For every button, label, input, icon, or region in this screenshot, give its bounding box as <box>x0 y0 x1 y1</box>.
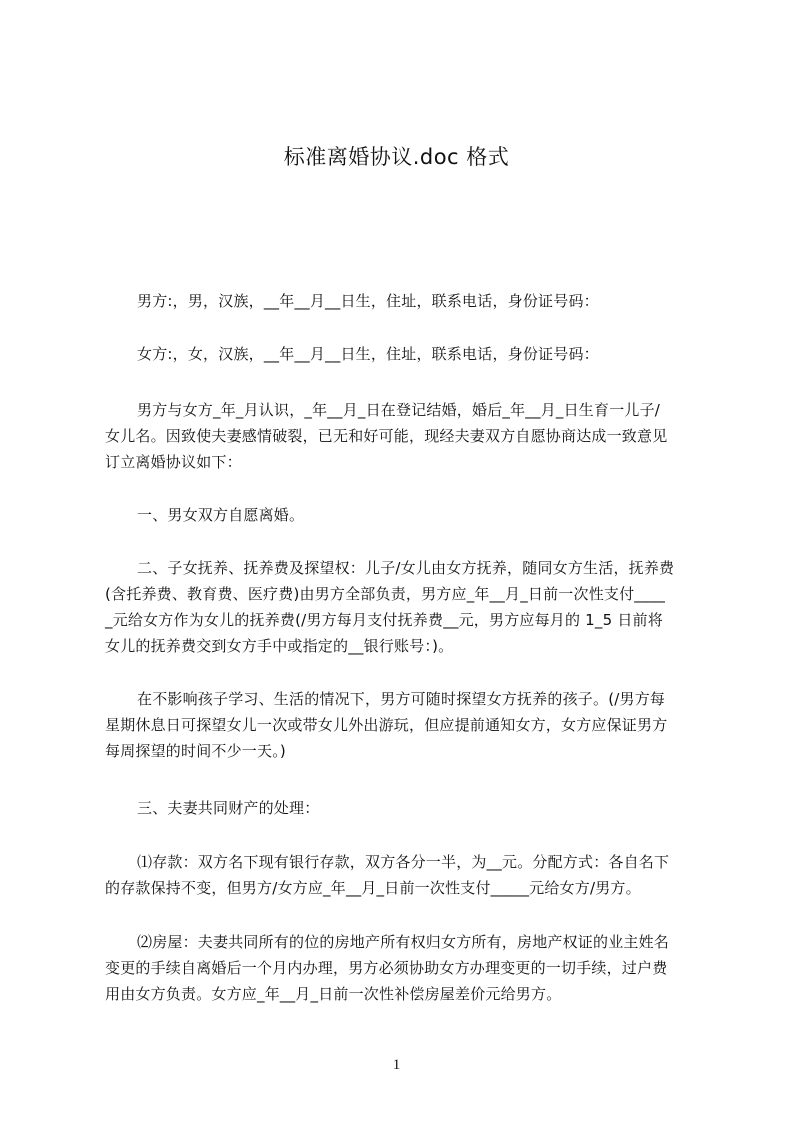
paragraph-line: 的存款保持不变，但男方/女方应_年__月_日前一次性支付_____元给女方/男方。 <box>105 879 641 897</box>
paragraph-male-party <box>105 288 705 314</box>
paragraph-visitation <box>105 686 705 764</box>
paragraph-line: ⑵房屋：夫妻共同所有的位的房地产所有权归女方所有，房地产权证的业主姓名 <box>137 933 670 951</box>
paragraph-line: (含托养费、教育费、医疗费)由男方全部负责，男方应_年__月_日前一次性支付____ <box>105 585 666 603</box>
clause-2-child-custody <box>105 555 705 659</box>
clause-1-voluntary-divorce <box>105 502 705 528</box>
paragraph-line: ⑴存款：双方名下现有银行存款，双方各分一半，为__元。分配方式：各自名下 <box>137 853 670 871</box>
paragraph-female-party <box>105 341 705 367</box>
paragraph-line: 女儿的抚养费交到女方手中或指定的__银行账号：)。 <box>105 637 454 655</box>
paragraph-line: _元给女方作为女儿的抚养费(/男方每月支付抚养费__元，男方应每月的 1_5 日前将 <box>105 611 663 629</box>
clause-3-joint-property <box>105 795 705 821</box>
paragraph-line: 订立离婚协议如下： <box>105 453 242 471</box>
paragraph-line: 二、子女抚养、抚养费及探望权：儿子/女儿由女方抚养，随同女方生活，抚养费 <box>137 559 675 577</box>
paragraph-line: 男方与女方_年_月认识，_年__月_日在登记结婚，婚后_年__月_日生育一儿子/ <box>137 401 661 419</box>
paragraph-line: 在不影响孩子学习、生活的情况下，男方可随时探望女方抚养的孩子。(/男方每 <box>137 690 666 708</box>
paragraph-line: 女儿名。因致使夫妻感情破裂，已无和好可能，现经夫妻双方自愿协商达成一致意见 <box>105 427 668 445</box>
paragraph-house <box>105 929 705 1007</box>
page-number: 1 <box>392 1057 401 1073</box>
paragraph-line: 女方:，女，汉族，__年__月__日生，住址，联系电话，身份证号码： <box>137 345 599 363</box>
paragraph-line: 星期休息日可探望女儿一次或带女儿外出游玩，但应提前通知女方，女方应保证男方 <box>105 716 668 734</box>
paragraph-line: 男方:，男，汉族，__年__月__日生，住址，联系电话，身份证号码： <box>137 292 599 310</box>
paragraph-line: 一、男女双方自愿离婚。 <box>137 506 305 524</box>
paragraph-savings <box>105 849 705 901</box>
paragraph-line: 用由女方负责。女方应_年__月_日前一次性补偿房屋差价元给男方。 <box>105 985 562 1003</box>
paragraph-line: 每周探望的时间不少一天。) <box>105 742 286 760</box>
paragraph-line: 变更的手续自离婚后一个月内办理，男方必须协助女方办理变更的一切手续，过户费 <box>105 959 668 977</box>
paragraph-background <box>105 397 705 475</box>
document-title: 标准离婚协议.doc 格式 <box>283 145 510 169</box>
paragraph-line: 三、夫妻共同财产的处理： <box>137 799 320 817</box>
